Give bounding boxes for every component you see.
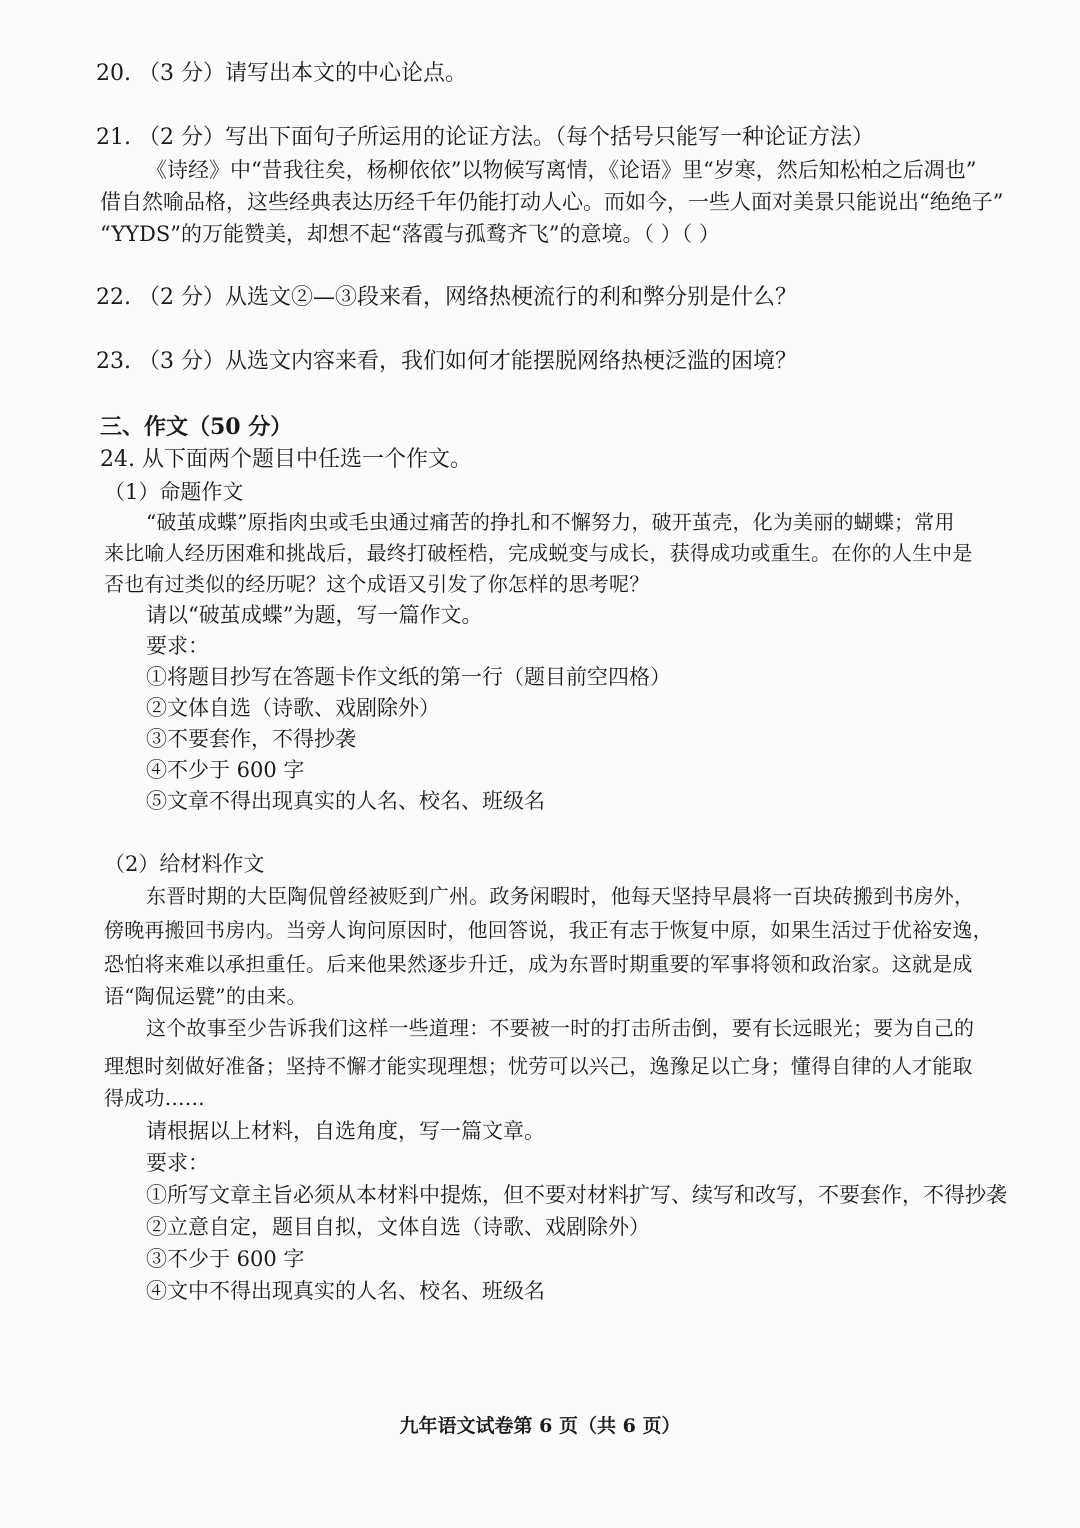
topic-2-line: 恐怕将来难以承担重任。后来他果然逐步升迁，成为东晋时期重要的军事将领和政治家。这就是成 [104, 952, 973, 976]
topic-1-line: 请以“破茧成蝶”为题，写一篇作文。 [146, 603, 483, 627]
section-heading: 三、作文（50 分） [100, 414, 293, 440]
topic-2-line: 请根据以上材料，自选角度，写一篇文章。 [146, 1119, 545, 1143]
question-21-line: 《诗经》中“昔我往矣，杨柳依依”以物候写离情，《论语》里“岁寒，然后知松柏之后凋也” [146, 158, 977, 182]
question-24: 24. 从下面两个题目中任选一个作文。 [100, 447, 472, 472]
topic-1-line: 来比喻人经历困难和挑战后，最终打破桎梏，完成蜕变与成长，获得成功或重生。在你的人生中是 [104, 541, 973, 565]
topic-2-requirement: ②立意自定，题目自拟，文体自选（诗歌、戏剧除外） [146, 1215, 650, 1239]
topic-1-requirement: ④不少于 600 字 [146, 758, 305, 782]
topic-1-requirement: ②文体自选（诗歌、戏剧除外） [146, 696, 440, 720]
topic-1-line: 要求： [146, 634, 209, 658]
topic-1-line: 否也有过类似的经历呢？这个成语又引发了你怎样的思考呢？ [104, 572, 650, 596]
topic-2-line: 得成功…… [104, 1086, 205, 1110]
question-21-line: “YYDS”的万能赞美，却想不起“落霞与孤鹜齐飞”的意境。（ ）（ ） [100, 222, 720, 246]
topic-1-requirement: ③不要套作，不得抄袭 [146, 727, 356, 751]
topic-2-line: 东晋时期的大臣陶侃曾经被贬到广州。政务闲暇时，他每天坚持早晨将一百块砖搬到书房外， [146, 884, 975, 908]
topic-1-requirement: ①将题目抄写在答题卡作文纸的第一行（题目前空四格） [146, 665, 671, 689]
question-21-heading: 21. （2 分）写出下面句子所运用的论证方法。（每个括号只能写一种论证方法） [96, 125, 874, 150]
topic-2-requirement: ①所写文章主旨必须从本材料中提炼，但不要对材料扩写、续写和改写，不要套作，不得抄袭 [146, 1183, 1007, 1207]
topic-2-heading: （2）给材料作文 [104, 852, 265, 876]
page-footer: 九年语文试卷第 6 页（共 6 页） [399, 1415, 681, 1437]
topic-2-line: 这个故事至少告诉我们这样一些道理：不要被一时的打击所击倒，要有长远眼光；要为自己的 [146, 1016, 975, 1040]
topic-2-line: 傍晚再搬回书房内。当旁人询问原因时，他回答说，我正有志于恢复中原，如果生活过于优裕安逸， [104, 918, 993, 942]
question-23: 23. （3 分）从选文内容来看，我们如何才能摆脱网络热梗泛滥的困境？ [96, 349, 797, 374]
topic-2-line: 理想时刻做好准备；坚持不懈才能实现理想；忧劳可以兴己，逸豫足以亡身；懂得自律的人才能取 [104, 1054, 973, 1078]
topic-2-requirement: ③不少于 600 字 [146, 1247, 305, 1271]
topic-2-line: 要求： [146, 1151, 209, 1175]
topic-1-line: “破茧成蝶”原指肉虫或毛虫通过痛苦的挣扎和不懈努力，破开茧壳，化为美丽的蝴蝶；常用 [146, 510, 955, 534]
topic-2-requirement: ④文中不得出现真实的人名、校名、班级名 [146, 1279, 545, 1303]
topic-2-line: 语“陶侃运甓”的由来。 [104, 984, 307, 1008]
question-21-line: 借自然喻品格，这些经典表达历经千年仍能打动人心。而如今，一些人面对美景只能说出“绝绝子” [100, 190, 1004, 214]
question-20: 20. （3 分）请写出本文的中心论点。 [96, 61, 467, 86]
topic-1-requirement: ⑤文章不得出现真实的人名、校名、班级名 [146, 789, 545, 813]
topic-1-heading: （1）命题作文 [104, 480, 244, 504]
question-22: 22. （2 分）从选文②—③段来看，网络热梗流行的利和弊分别是什么？ [96, 285, 797, 310]
